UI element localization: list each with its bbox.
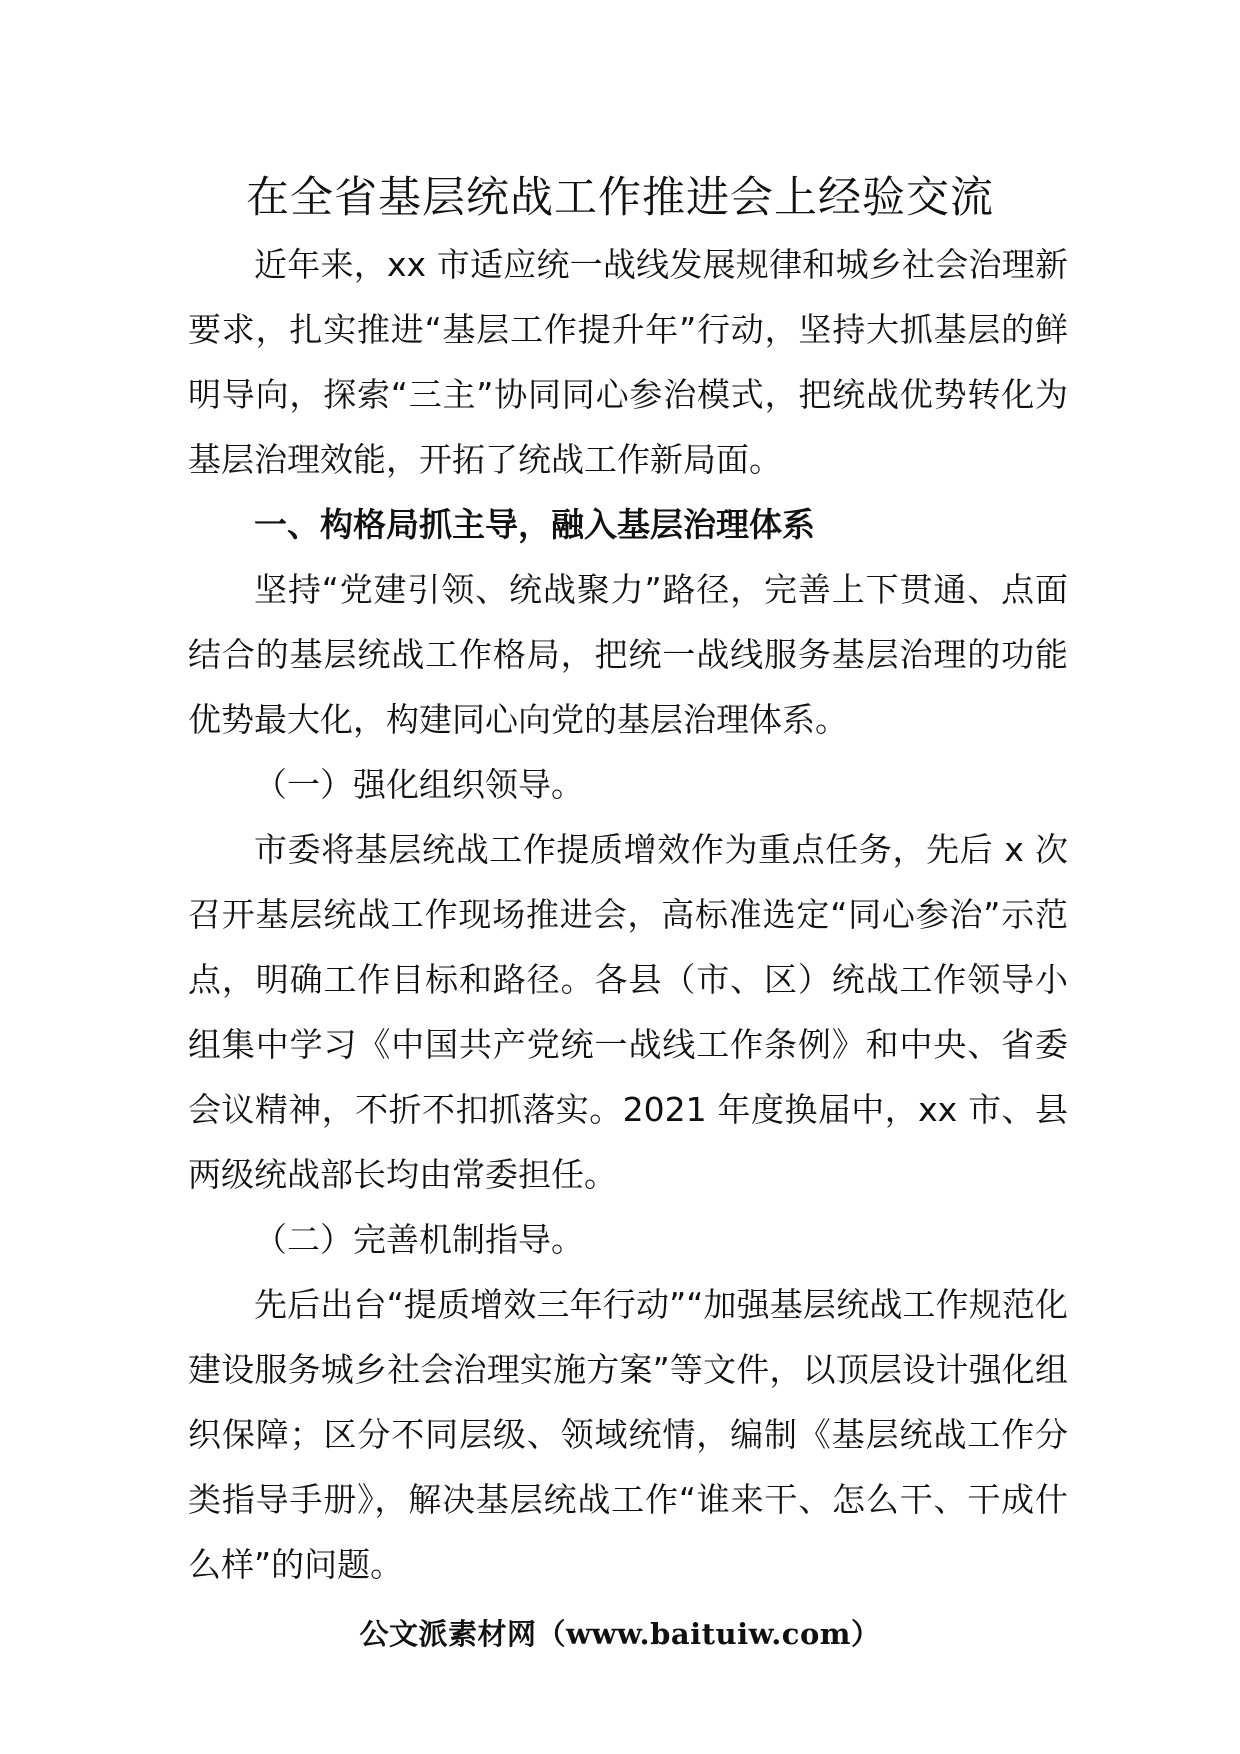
paragraph-subsection-2: 先后出台“提质增效三年行动”“加强基层统战工作规范化建设服务城乡社会治理实施方案”等文件，以顶层设计强化组织保障；区分不同层级、领域统情，编制《基层统战工作分类指导手册》，解决基层统战工作“谁来干、怎么干、干成什么样”的问题。 bbox=[188, 1285, 1068, 1584]
paragraph-intro: 近年来，xx 市适应统一战线发展规律和城乡社会治理新要求，扎实推进“基层工作提升年”行动，坚持大抓基层的鲜明导向，探索“三主”协同同心参治模式，把统战优势转化为基层治理效能，开拓了统战工作新局面。 bbox=[188, 245, 1068, 479]
document-title: 在全省基层统战工作推进会上经验交流 bbox=[246, 173, 994, 223]
document-body bbox=[188, 232, 1068, 1597]
paragraph-section-1: 坚持“党建引领、统战聚力”路径，完善上下贯通、点面结合的基层统战工作格局，把统一战线服务基层治理的功能优势最大化，构建同心向党的基层治理体系。 bbox=[188, 570, 1068, 739]
footer-watermark: 公文派素材网（www.baituiw.com） bbox=[359, 1617, 881, 1651]
subheading-2: （二）完善机制指导。 bbox=[254, 1220, 584, 1259]
subheading-1: （一）强化组织领导。 bbox=[254, 765, 584, 804]
section-heading-1: 一、构格局抓主导，融入基层治理体系 bbox=[254, 505, 815, 544]
paragraph-subsection-1: 市委将基层统战工作提质增效作为重点任务，先后 x 次召开基层统战工作现场推进会，高标准选定“同心参治”示范点，明确工作目标和路径。各县（市、区）统战工作领导小组集中学习《中国共产党统一战线工作条例》和中央、省委会议精神，不折不扣抓落实。2021 年度换届中，xx 市、县两级统战部长均由常委担任。 bbox=[188, 830, 1068, 1194]
